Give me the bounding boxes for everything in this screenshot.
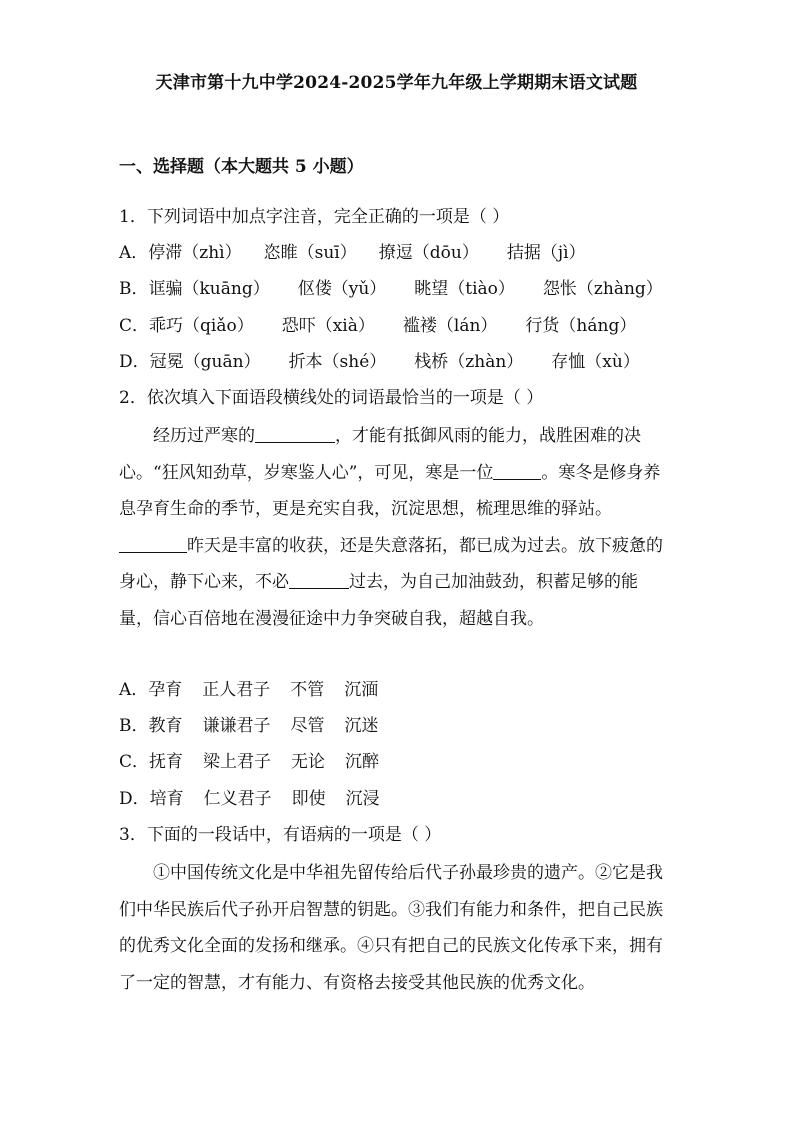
option-item: 即使 [291,789,326,809]
option-item: 折本（shé） [288,352,387,372]
passage-text: 。寒冬是修身养息孕育生命的季节，更是充实自我，沉淀思想，梳理思维的驿站。 [119,462,661,519]
passage-text: 昨天是丰富的收获，还是失意落拓，都已成为过去。放下疲惫的身心，静下心来，不必 [119,535,663,592]
option-label: D． [119,789,150,809]
section-heading: 一、选择题（本大题共 5 小题） [119,157,364,177]
option-item: 抚育 [149,752,184,772]
option-item: 尽管 [290,716,325,736]
question-3-stem: 3．下面的一段话中，有语病的一项是（ ） [119,825,442,845]
option-item: 恐吓（xià） [281,316,375,336]
option-item: 教育 [148,716,183,736]
question-2-stem: 2．依次填入下面语段横线处的词语最恰当的一项是（ ） [119,388,544,408]
question-2-option-d[interactable] [119,787,380,811]
option-item: 栈桥（zhàn） [414,352,524,372]
answer-blank-2[interactable] [493,461,541,480]
passage-text: ，才能有抵御风雨的能力，战胜困难的决心。“狂风知劲草，岁寒鉴人心”，可见，寒是一位 [119,426,641,483]
option-label: A． [119,243,149,263]
option-label: D． [119,352,150,372]
question-1-option-c[interactable] [119,314,636,338]
option-item: 沉迷 [344,716,379,736]
option-item: 培育 [149,789,184,809]
passage-text: 过去，为自己加油鼓劲，积蓄足够的能量，信心百倍地在漫漫征途中力争突破自我，超越自我。 [119,572,638,629]
option-label: C． [119,316,150,336]
answer-blank-4[interactable] [289,570,349,589]
option-item: 正人君子 [202,680,271,700]
question-1-option-b[interactable] [119,277,663,301]
option-item: 不管 [290,680,325,700]
option-label: B． [119,279,149,299]
option-item: 拮据（jì） [506,243,586,263]
option-item: 停滞（zhì） [148,243,242,263]
option-item: 孕育 [148,680,183,700]
option-item: 冠冕（guān） [149,352,261,372]
question-1-stem: 1．下列词语中加点字注音，完全正确的一项是（ ） [119,207,510,227]
option-item: 乖巧（qiǎo） [149,316,254,336]
question-2-option-c[interactable] [119,750,379,774]
option-item: 行货（háng） [525,316,637,336]
question-1-option-d[interactable] [119,350,640,374]
option-item: 伛偻（yǔ） [297,279,387,299]
question-2-option-a[interactable] [119,678,378,702]
option-item: 褴褛（lán） [402,316,498,336]
passage-text: 经历过严寒的 [153,426,255,446]
question-2-passage [119,418,671,637]
option-label: A． [119,680,149,700]
option-item: 梁上君子 [203,752,272,772]
option-item: 仁义君子 [203,789,272,809]
option-item: 诓骗（kuāng） [148,279,270,299]
option-item: 眺望（tiào） [414,279,515,299]
question-1-option-a[interactable] [119,241,586,265]
option-item: 沉浸 [345,789,380,809]
option-item: 恣睢（suī） [263,243,357,263]
question-2-option-b[interactable] [119,714,379,738]
option-item: 沉醉 [345,752,380,772]
document-title: 天津市第十九中学2024-2025学年九年级上学期期末语文试题 [155,73,638,93]
question-3-passage: ①中国传统文化是中华祖先留传给后代子孙最珍贵的遗产。②它是我们中华民族后代子孙开启智慧的钥匙。③我们有能力和条件，把自己民族的优秀文化全面的发扬和继承。④只有把自己的民族文化传承下来，拥有了一定的智慧，才有能力、有资格去接受其他民族的优秀文化。 [119,863,663,993]
option-item: 撩逗（dōu） [378,243,479,263]
option-label: C． [119,752,150,772]
option-item: 谦谦君子 [202,716,271,736]
option-item: 沉湎 [344,680,379,700]
option-item: 存恤（xù） [551,352,640,372]
option-item: 怨怅（zhàng） [542,279,663,299]
option-label: B． [119,716,149,736]
option-item: 无论 [291,752,326,772]
answer-blank-1[interactable] [255,424,335,443]
answer-blank-3[interactable] [119,534,187,553]
